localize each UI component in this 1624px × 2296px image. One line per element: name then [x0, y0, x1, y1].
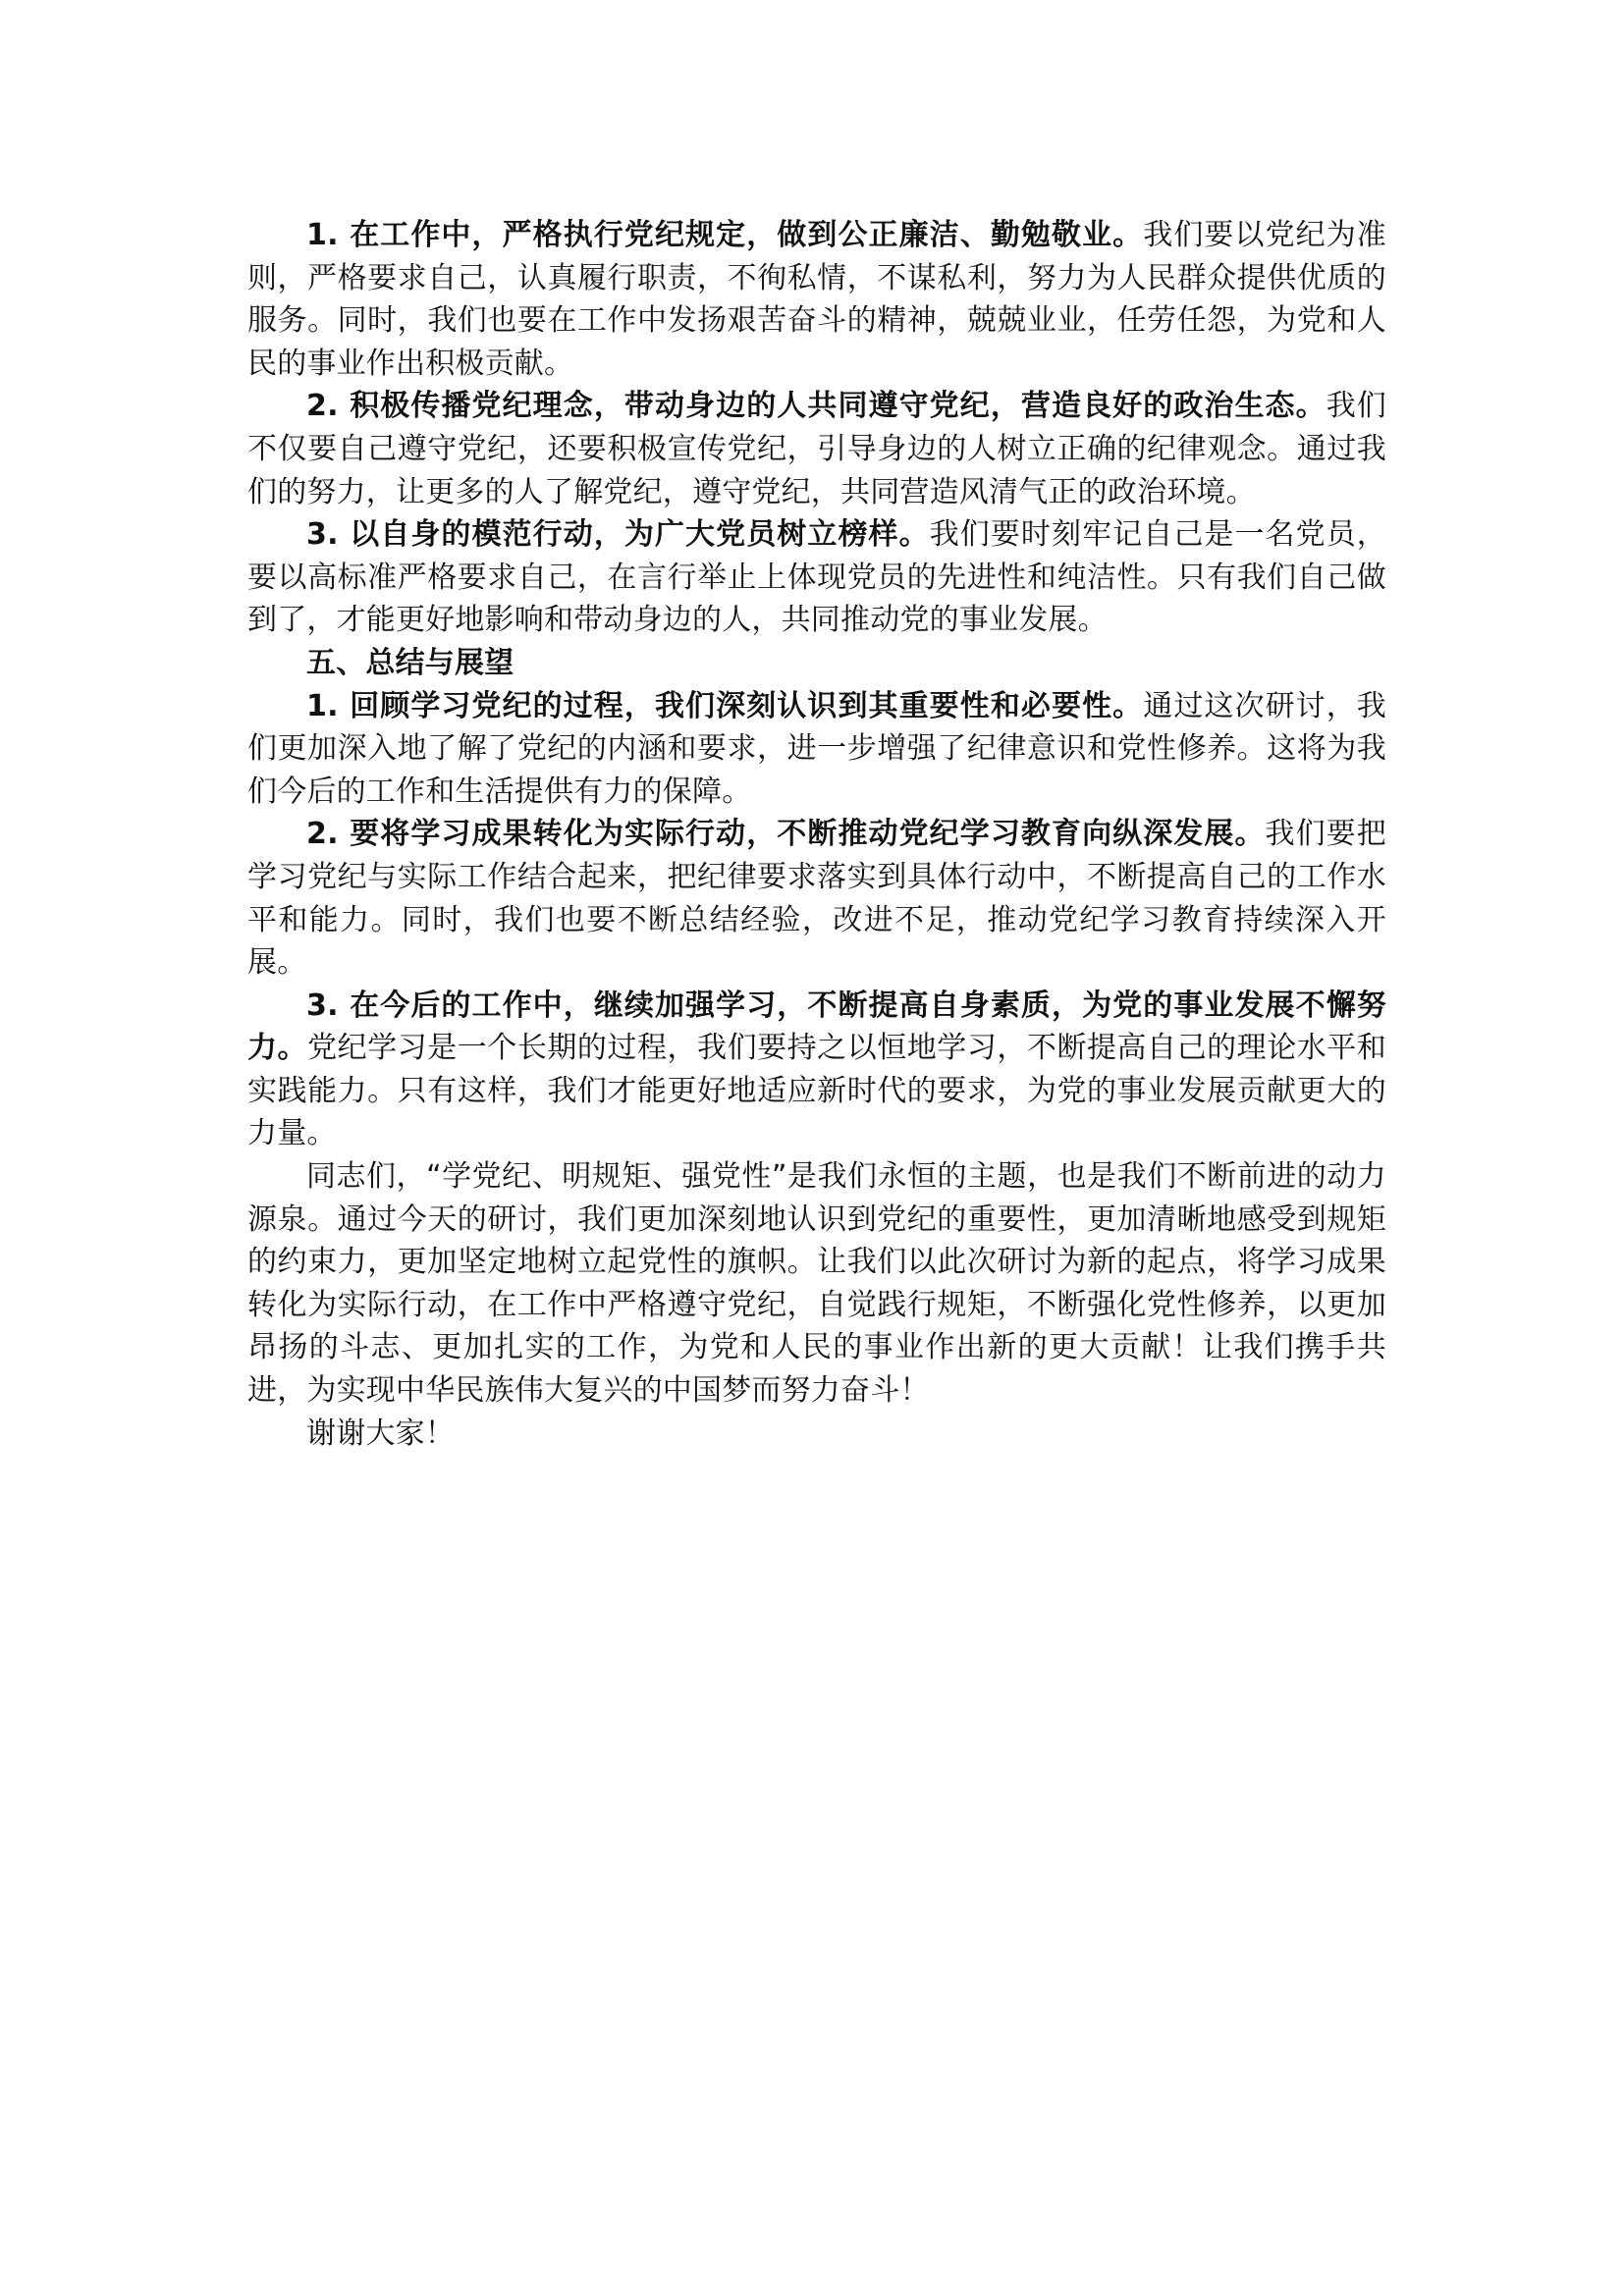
closing-paragraph: 同志们，“学党纪、明规矩、强党性”是我们永恒的主题，也是我们不断前进的动力源泉。通过今天的研讨，我们更加深刻地认识到党纪的重要性，更加清晰地感受到规矩的约束力，更加坚定地树立起党性的旗帜。让我们以此次研讨为新的起点，将学习成果转化为实际行动，在工作中严格遵守党纪，自觉践行规矩，不断强化党性修养，以更加昂扬的斗志、更加扎实的工作，为党和人民的事业作出新的更大贡献！让我们携手共进，为实现中华民族伟大复兴的中国梦而努力奋斗！ — [247, 1159, 1386, 1409]
paragraph-continuous-learning — [247, 985, 1386, 1155]
paragraph-role-model — [247, 513, 1386, 642]
thanks-line: 谢谢大家！ — [306, 1415, 455, 1451]
paragraph-body: 我们要把学习党纪与实际工作结合起来，把纪律要求落实到具体行动中，不断提高自己的工作水平和能力。同时，我们也要不断总结经验，改进不足，推动党纪学习教育持续深入开展。 — [247, 817, 1386, 981]
paragraph-lead: 1. 回顾学习党纪的过程，我们深刻认识到其重要性和必要性。 — [306, 688, 1144, 723]
paragraph-body: 我们要以党纪为准则，严格要求自己，认真履行职责，不徇私情，不谋私利，努力为人民群众提供优质的服务。同时，我们也要在工作中发扬艰苦奋斗的精神，兢兢业业，任劳任怨，为党和人民的事业作出积极贡献。 — [247, 218, 1387, 381]
paragraph-lead: 2. 要将学习成果转化为实际行动，不断推动党纪学习教育向纵深发展。 — [306, 817, 1266, 852]
paragraph-review — [247, 685, 1386, 814]
paragraph-lead: 2. 积极传播党纪理念，带动身边的人共同遵守党纪，营造良好的政治生态。 — [306, 389, 1326, 424]
paragraph-body: 我们要时刻牢记自己是一名党员，要以高标准严格要求自己，在言行举止上体现党员的先进性和纯洁性。只有我们自己做到了，才能更好地影响和带动身边的人，共同推动党的事业发展。 — [247, 517, 1386, 638]
paragraph-work-discipline — [247, 214, 1386, 385]
paragraph-action — [247, 813, 1386, 984]
section-heading: 五、总结与展望 — [306, 645, 514, 680]
paragraph-lead: 3. 以自身的模范行动，为广大党员树立榜样。 — [306, 517, 930, 553]
paragraph-body: 党纪学习是一个长期的过程，我们要持之以恒地学习，不断提高自己的理论水平和实践能力。只有这样，我们才能更好地适应新时代的要求，为党的事业发展贡献更大的力量。 — [247, 1031, 1386, 1151]
paragraph-body: 通过这次研讨，我们更加深入地了解了党纪的内涵和要求，进一步增强了纪律意识和党性修养。这将为我们今后的工作和生活提供有力的保障。 — [247, 688, 1387, 809]
paragraph-body: 我们不仅要自己遵守党纪，还要积极宣传党纪，引导身边的人树立正确的纪律观念。通过我们的努力，让更多的人了解党纪，遵守党纪，共同营造风清气正的政治环境。 — [247, 389, 1386, 509]
paragraph-lead: 3. 在今后的工作中，继续加强学习，不断提高自身素质，为党的事业发展不懈努力。 — [247, 988, 1386, 1066]
paragraph-lead: 1. 在工作中，严格执行党纪规定，做到公正廉洁、勤勉敬业。 — [306, 218, 1144, 252]
document-page — [247, 214, 1386, 1455]
paragraph-spread-discipline — [247, 385, 1386, 513]
